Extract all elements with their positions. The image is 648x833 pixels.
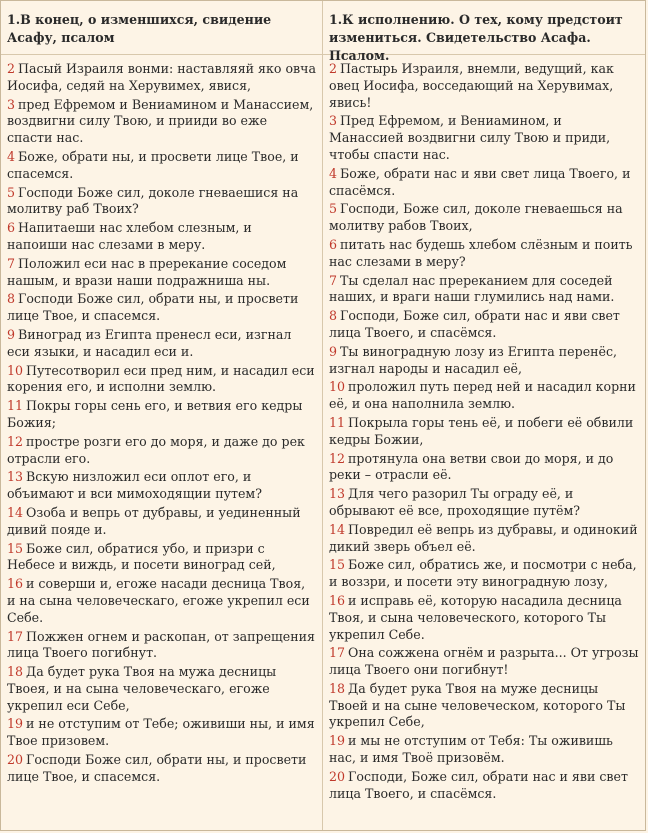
verse: [329, 733, 639, 767]
verse-number: 19: [7, 716, 24, 732]
verse: [329, 273, 639, 307]
verse-number: 10: [329, 379, 346, 395]
verse-number: 3: [329, 113, 338, 129]
verse-text: Ты сделал нас пререканием для соседей наших, и враги наши глумились над нами.: [329, 272, 615, 305]
verse-number: 4: [7, 148, 16, 164]
verse: [329, 415, 639, 449]
verse-text: Пред Ефремом, и Вениамином, и Манассией воздвигни силу Твою и приди, чтобы спасти нас.: [329, 113, 611, 162]
verse-number: 5: [7, 184, 16, 200]
verse: [7, 363, 316, 397]
verse-text: Да будет рука Твоя на муже десницы Твоей и на сыне человеческом, которого Ты укрепил Себе,: [329, 680, 626, 730]
right-verses: [329, 61, 639, 802]
verse-number: 10: [7, 362, 24, 378]
verse: [329, 557, 639, 591]
verse-text: и мы не отступим от Тебя: Ты оживишь нас, и имя Твоё призовём.: [329, 733, 613, 766]
verse: [329, 166, 639, 200]
verse: [329, 344, 639, 378]
verse-text: Покры горы сень его, и ветвия его кедры Божия;: [7, 398, 303, 430]
verse-text: Господи Боже сил, обрати ны, и просвети лице Твое, и спасемся.: [7, 752, 307, 784]
verse: [329, 308, 639, 342]
verse-number: 17: [329, 645, 346, 661]
verse-number: 8: [329, 308, 338, 324]
verse-number: 18: [329, 680, 346, 696]
verse-number: 15: [7, 540, 24, 556]
verse-text: Боже, обрати ны, и просвети лице Твое, и спасемся.: [7, 148, 299, 181]
verse-text: Она сожжена огнём и разрыта... От угрозы лица Твоего они погибнут!: [329, 645, 639, 678]
verse-text: Путесотворил еси пред ним, и насадил еси корения его, и исполни землю.: [7, 362, 315, 395]
verse: [7, 256, 316, 290]
verse-number: 4: [329, 165, 338, 181]
verse: [329, 201, 639, 235]
verse-number: 12: [7, 433, 24, 449]
verse-text: Боже сил, обратися убо, и призри с Небесе и виждь, и посети виноград сей,: [7, 540, 276, 573]
verse-number: 5: [329, 201, 338, 217]
verse-text: Боже, обрати нас и яви свет лица Твоего, и спасёмся.: [329, 165, 631, 198]
verse: [7, 327, 316, 361]
verse-text: протянула она ветви свои до моря, и до реки – отрасли её.: [329, 450, 614, 483]
verse: [7, 752, 316, 786]
verse-text: питать нас будешь хлебом слёзным и поить нас слезами в меру?: [329, 236, 633, 269]
verse-number: 7: [7, 255, 16, 271]
verse-text: Положил еси нас в пререкание соседом нашым, и врази наши подражниша ны.: [7, 255, 287, 288]
verse-text: Господи Боже сил, доколе гневаешися на молитву раб Твоих?: [7, 184, 299, 217]
verse-number: 6: [329, 236, 338, 252]
verse-text: Пастырь Израиля, внемли, ведущий, как овец Иосифа, восседающий на Херувимах, явись!: [329, 61, 614, 110]
right-column: [323, 1, 645, 830]
verse: [7, 398, 316, 432]
verse-text: Для чего разорил Ты ограду её, и обрывают её все, проходящие путём?: [329, 486, 581, 518]
verse-number: 15: [329, 557, 346, 573]
verse: [7, 629, 316, 663]
verse-number: 18: [7, 664, 24, 680]
verse-number: 6: [7, 220, 16, 236]
verse: [329, 681, 639, 731]
verse-text: и не отступим от Тебе; оживиши ны, и имя Твое призовем.: [7, 716, 315, 749]
verse: [329, 451, 639, 485]
verse-text: Пожжен огнем и раскопан, от запрещения лица Твоего погибнут.: [7, 628, 315, 661]
verse-number: 11: [329, 414, 346, 430]
left-verses: [7, 61, 316, 786]
verse: [329, 769, 639, 803]
verse-text: Господи, Боже сил, обрати нас и яви свет лица Твоего, и спасёмся.: [329, 768, 628, 801]
verse-text: Господи, Боже сил, доколе гневаешься на молитву рабов Твоих,: [329, 201, 623, 234]
verse-number: 14: [329, 521, 346, 537]
verse: [329, 379, 639, 413]
verse: [7, 149, 316, 183]
verse: [7, 469, 316, 503]
left-column-header: 1.В конец, о изменшихся, свидение Асафу, псалом: [1, 11, 322, 55]
verse-number: 9: [329, 343, 338, 359]
verse: [7, 220, 316, 254]
verse-text: Пасый Израиля вонми: наставляяй яко овча Иосифа, седяй на Херувимех, явися,: [7, 61, 316, 93]
verse: [7, 505, 316, 539]
verse-text: простре розги его до моря, и даже до рек отрасли его.: [7, 433, 305, 466]
verse-text: и исправь её, которую насадила десница Твоя, и сына человеческого, которого Ты укрепил Себе.: [329, 592, 622, 642]
verse-number: 8: [7, 291, 16, 307]
verse-number: 9: [7, 326, 16, 342]
verse: [7, 664, 316, 714]
verse-number: 20: [329, 768, 346, 784]
verse: [7, 97, 316, 147]
verse: [7, 185, 316, 219]
left-column: [1, 1, 323, 830]
verse: [7, 541, 316, 575]
verse-text: Вскую низложил еси оплот его, и объимают и вси мимоходящии путем?: [7, 469, 262, 502]
verse: [329, 522, 639, 556]
verse-text: Напитаеши нас хлебом слезным, и напоиши нас слезами в меру.: [7, 220, 252, 252]
verse-text: Боже сил, обратись же, и посмотри с неба, и воззри, и посети эту виноградную лозу,: [329, 557, 637, 590]
verse-text: Ты виноградную лозу из Египта перенёс, изгнал народы и насадил её,: [329, 343, 618, 376]
verse-number: 17: [7, 628, 24, 644]
verse-text: Да будет рука Твоя на мужа десницы Твоея, и на сына человеческаго, егоже укрепил еси Себе,: [7, 664, 277, 713]
verse-number: 2: [329, 61, 338, 76]
verse: [329, 486, 639, 520]
verse-number: 3: [7, 96, 16, 112]
verse-text: Виноград из Египта пренесл еси, изгнал еси языки, и насадил еси и.: [7, 326, 292, 359]
verse-text: Озоба и вепрь от дубравы, и уединенный дивий пояде и.: [7, 504, 301, 537]
verse: [329, 237, 639, 271]
verse-number: 16: [7, 576, 24, 592]
right-column-header: 1.К исполнению. О тех, кому предстоит измениться. Свидетельство Асафа. Псалом.: [323, 11, 645, 55]
verse: [7, 716, 316, 750]
verse-text: проложил путь перед ней и насадил корни её, и она наполнила землю.: [329, 379, 636, 412]
verse-text: Покрыла горы тень её, и побеги её обвили кедры Божии,: [329, 414, 634, 447]
verse-number: 14: [7, 504, 24, 520]
verse-text: Повредил её вепрь из дубравы, и одинокий дикий зверь объел её.: [329, 521, 638, 554]
verse-text: и соверши и, егоже насади десница Твоя, и на сына человеческаго, егоже укрепил еси Себе.: [7, 576, 310, 625]
verse: [329, 593, 639, 643]
verse: [7, 576, 316, 626]
verse: [7, 61, 316, 95]
verse-number: 13: [7, 469, 24, 485]
verse-number: 12: [329, 450, 346, 466]
verse-text: пред Ефремом и Вениамином и Манассием, воздвигни силу Твою, и прииди во еже спасти нас.: [7, 96, 314, 146]
verse-number: 20: [7, 752, 24, 768]
verse: [329, 645, 639, 679]
verse-number: 11: [7, 398, 24, 414]
verse-text: Господи, Боже сил, обрати нас и яви свет лица Твоего, и спасёмся.: [329, 308, 620, 340]
verse: [7, 291, 316, 325]
verse-number: 2: [7, 61, 16, 76]
verse-number: 19: [329, 733, 346, 749]
verse: [329, 61, 639, 111]
verse: [329, 113, 639, 163]
verse-number: 13: [329, 486, 346, 502]
verse-text: Господи Боже сил, обрати ны, и просвети лице Твое, и спасемся.: [7, 291, 299, 324]
verse-number: 7: [329, 272, 338, 288]
verse-number: 16: [329, 592, 346, 608]
verse: [7, 434, 316, 468]
